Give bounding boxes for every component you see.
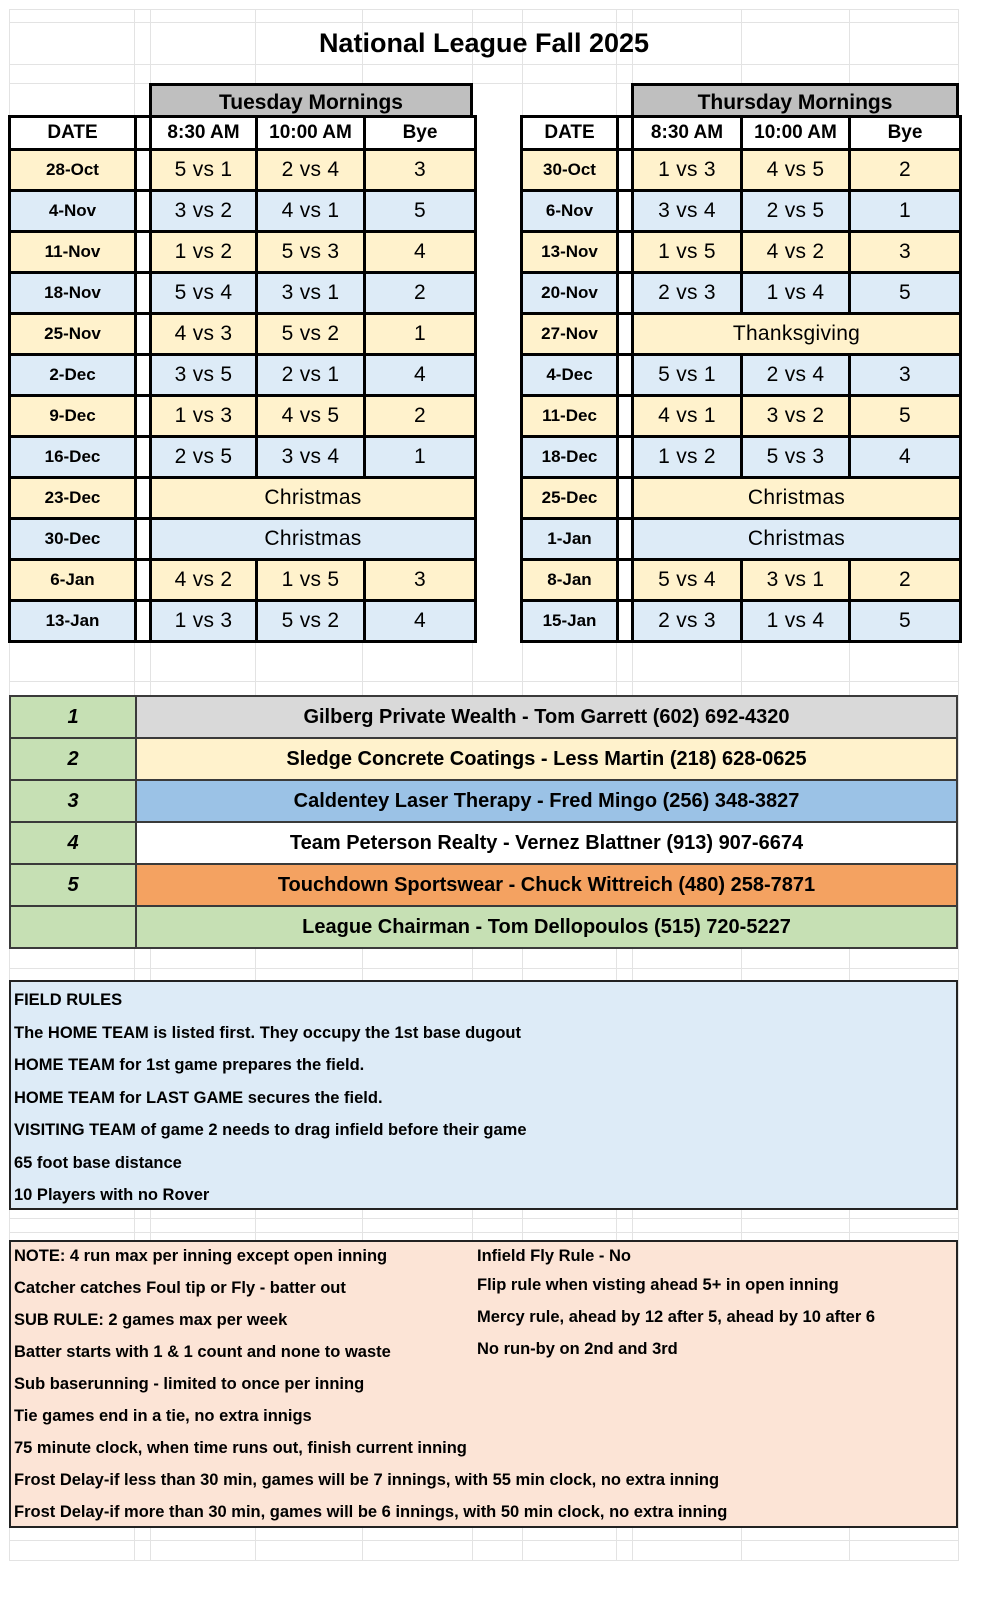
note-line: Frost Delay-if more than 30 min, games will be 6 innings, with 50 min clock, no extra inning: [14, 1503, 728, 1521]
first-game-matchup: 3 vs 2: [151, 191, 257, 232]
second-game-matchup: 2 vs 4: [257, 150, 365, 191]
bye-team: 3: [365, 560, 476, 601]
game-date: 4-Dec: [522, 355, 618, 396]
team-number: 2: [10, 738, 136, 780]
schedule-row: [10, 437, 476, 478]
gridline-horizontal: [9, 681, 959, 682]
team-number: 5: [10, 864, 136, 906]
spacer-cell: [136, 519, 151, 560]
teams-table: [9, 695, 958, 949]
second-game-matchup: 2 vs 4: [742, 355, 850, 396]
schedule-row: [522, 396, 961, 437]
spacer-cell: [136, 273, 151, 314]
tuesday-title-text: Tuesday Mornings: [219, 91, 403, 114]
first-game-matchup: 5 vs 1: [151, 150, 257, 191]
first-game-matchup: 4 vs 1: [633, 396, 742, 437]
gridline-horizontal: [9, 1560, 959, 1561]
bye-team: 3: [850, 232, 961, 273]
field-rules-box: [9, 980, 958, 1210]
bye-team: 4: [365, 355, 476, 396]
second-game-time-header: 10:00 AM: [742, 117, 850, 150]
gridline-horizontal: [9, 1218, 959, 1219]
first-game-matchup: 5 vs 4: [151, 273, 257, 314]
schedule-row: [522, 191, 961, 232]
first-game-matchup: 5 vs 1: [633, 355, 742, 396]
field-rule-line: The HOME TEAM is listed first. They occupy the 1st base dugout: [14, 1023, 521, 1042]
team-number: [10, 906, 136, 948]
bye-column-header: Bye: [365, 117, 476, 150]
second-game-matchup: 4 vs 1: [257, 191, 365, 232]
team-row: [10, 822, 957, 864]
game-date: 23-Dec: [10, 478, 136, 519]
schedule-row: [10, 314, 476, 355]
field-rule-line: HOME TEAM for LAST GAME secures the field.: [14, 1088, 383, 1107]
second-game-matchup: 4 vs 2: [742, 232, 850, 273]
spacer-cell: [136, 437, 151, 478]
first-game-matchup: 2 vs 3: [633, 601, 742, 642]
note-line: Frost Delay-if less than 30 min, games will be 7 innings, with 55 min clock, no extra inning: [14, 1471, 720, 1489]
second-game-matchup: 4 vs 5: [742, 150, 850, 191]
game-date: 15-Jan: [522, 601, 618, 642]
second-game-matchup: 5 vs 2: [257, 314, 365, 355]
note-line-right: Mercy rule, ahead by 12 after 5, ahead by 10 after 6: [477, 1308, 876, 1326]
schedule-row: [10, 519, 476, 560]
second-game-matchup: 3 vs 2: [742, 396, 850, 437]
note-line: Catcher catches Foul tip or Fly - batter out: [14, 1279, 346, 1297]
spacer-cell: [136, 560, 151, 601]
bye-team: 1: [365, 314, 476, 355]
holiday-cell: Thanksgiving: [633, 314, 961, 355]
thursday-schedule-table: [520, 115, 962, 643]
second-game-matchup: 1 vs 5: [257, 560, 365, 601]
second-game-matchup: 5 vs 3: [742, 437, 850, 478]
team-row: [10, 864, 957, 906]
date-column-header: DATE: [10, 117, 136, 150]
team-row: [10, 696, 957, 738]
tuesday-schedule-table: [8, 115, 477, 643]
spacer-cell: [618, 478, 633, 519]
game-date: 30-Oct: [522, 150, 618, 191]
spacer-cell: [136, 117, 151, 150]
note-line: Batter starts with 1 & 1 count and none to waste: [14, 1343, 391, 1361]
column-header-row: [10, 117, 476, 150]
gridline-horizontal: [9, 968, 959, 969]
game-date: 8-Jan: [522, 560, 618, 601]
note-line-right: Flip rule when visting ahead 5+ in open inning: [477, 1276, 839, 1294]
team-contact: Team Peterson Realty - Vernez Blattner (913) 907-6674: [136, 822, 957, 864]
first-game-matchup: 4 vs 3: [151, 314, 257, 355]
team-contact: Touchdown Sportswear - Chuck Wittreich (480) 258-7871: [136, 864, 957, 906]
schedule-row: [522, 232, 961, 273]
second-game-matchup: 3 vs 1: [257, 273, 365, 314]
second-game-matchup: 5 vs 3: [257, 232, 365, 273]
first-game-time-header: 8:30 AM: [151, 117, 257, 150]
gridline-horizontal: [9, 1540, 959, 1541]
team-row: [10, 738, 957, 780]
game-date: 6-Nov: [522, 191, 618, 232]
bye-team: 2: [850, 560, 961, 601]
team-number: 3: [10, 780, 136, 822]
game-date: 18-Nov: [10, 273, 136, 314]
team-number: 4: [10, 822, 136, 864]
second-game-matchup: 5 vs 2: [257, 601, 365, 642]
holiday-cell: Christmas: [151, 519, 476, 560]
schedule-row: [10, 355, 476, 396]
bye-team: 2: [850, 150, 961, 191]
game-date: 25-Nov: [10, 314, 136, 355]
schedule-row: [522, 437, 961, 478]
team-row: [10, 906, 957, 948]
schedule-row: [522, 314, 961, 355]
bye-team: 2: [365, 396, 476, 437]
holiday-cell: Christmas: [151, 478, 476, 519]
spacer-cell: [136, 355, 151, 396]
field-rule-line: 10 Players with no Rover: [14, 1186, 210, 1204]
spacer-cell: [618, 117, 633, 150]
bye-column-header: Bye: [850, 117, 961, 150]
note-line: SUB RULE: 2 games max per week: [14, 1311, 288, 1329]
schedule-row: [10, 601, 476, 642]
bye-team: 3: [365, 150, 476, 191]
note-line-right: Infield Fly Rule - No: [477, 1247, 632, 1265]
note-line: NOTE: 4 run max per inning except open inning: [14, 1247, 388, 1265]
first-game-matchup: 2 vs 3: [633, 273, 742, 314]
gridline-horizontal: [9, 64, 959, 65]
date-column-header: DATE: [522, 117, 618, 150]
note-line: Sub baserunning - limited to once per inning: [14, 1375, 365, 1393]
first-game-matchup: 1 vs 3: [151, 601, 257, 642]
first-game-matchup: 4 vs 2: [151, 560, 257, 601]
schedule-row: [10, 396, 476, 437]
schedule-row: [522, 150, 961, 191]
first-game-matchup: 3 vs 5: [151, 355, 257, 396]
game-date: 16-Dec: [10, 437, 136, 478]
bye-team: 3: [850, 355, 961, 396]
second-game-matchup: 3 vs 1: [742, 560, 850, 601]
spacer-cell: [136, 396, 151, 437]
spacer-cell: [618, 191, 633, 232]
note-line-right: No run-by on 2nd and 3rd: [477, 1340, 678, 1358]
schedule-row: [10, 273, 476, 314]
schedule-row: [522, 519, 961, 560]
spacer-cell: [136, 314, 151, 355]
game-date: 11-Dec: [522, 396, 618, 437]
bye-team: 4: [365, 601, 476, 642]
spacer-cell: [618, 437, 633, 478]
spacer-cell: [136, 478, 151, 519]
game-date: 9-Dec: [10, 396, 136, 437]
note-line: Tie games end in a tie, no extra innigs: [14, 1407, 312, 1425]
spacer-cell: [618, 601, 633, 642]
game-date: 20-Nov: [522, 273, 618, 314]
game-notes-box: [9, 1240, 958, 1528]
schedule-row: [522, 560, 961, 601]
schedule-row: [10, 560, 476, 601]
field-rules-heading: FIELD RULES: [14, 991, 123, 1009]
game-date: 13-Nov: [522, 232, 618, 273]
second-game-matchup: 1 vs 4: [742, 273, 850, 314]
bye-team: 5: [850, 273, 961, 314]
bye-team: 4: [850, 437, 961, 478]
spacer-cell: [618, 150, 633, 191]
schedule-row: [522, 273, 961, 314]
game-date: 2-Dec: [10, 355, 136, 396]
schedule-row: [10, 150, 476, 191]
gridline-horizontal: [9, 9, 959, 10]
game-date: 13-Jan: [10, 601, 136, 642]
spacer-cell: [618, 519, 633, 560]
game-date: 25-Dec: [522, 478, 618, 519]
spacer-cell: [618, 396, 633, 437]
schedule-row: [522, 355, 961, 396]
game-date: 27-Nov: [522, 314, 618, 355]
bye-team: 5: [850, 396, 961, 437]
bye-team: 1: [850, 191, 961, 232]
game-date: 11-Nov: [10, 232, 136, 273]
schedule-row: [10, 232, 476, 273]
game-date: 6-Jan: [10, 560, 136, 601]
bye-team: 5: [850, 601, 961, 642]
first-game-matchup: 1 vs 2: [633, 437, 742, 478]
second-game-matchup: 2 vs 5: [742, 191, 850, 232]
game-date: 30-Dec: [10, 519, 136, 560]
spacer-cell: [136, 601, 151, 642]
first-game-matchup: 1 vs 3: [151, 396, 257, 437]
gridline-horizontal: [9, 1232, 959, 1233]
game-date: 4-Nov: [10, 191, 136, 232]
spacer-cell: [618, 314, 633, 355]
first-game-matchup: 1 vs 5: [633, 232, 742, 273]
field-rule-line: VISITING TEAM of game 2 needs to drag infield before their game: [14, 1121, 527, 1139]
bye-team: 4: [365, 232, 476, 273]
team-contact: Gilberg Private Wealth - Tom Garrett (602) 692-4320: [136, 696, 957, 738]
game-date: 28-Oct: [10, 150, 136, 191]
thursday-title-text: Thursday Mornings: [697, 91, 893, 114]
second-game-matchup: 2 vs 1: [257, 355, 365, 396]
spacer-cell: [618, 355, 633, 396]
bye-team: 5: [365, 191, 476, 232]
spacer-cell: [618, 232, 633, 273]
tuesday-schedule-title: [149, 83, 473, 117]
second-game-time-header: 10:00 AM: [257, 117, 365, 150]
first-game-matchup: 5 vs 4: [633, 560, 742, 601]
page-title: National League Fall 2025: [318, 28, 650, 58]
schedule-row: [522, 478, 961, 519]
schedule-row: [522, 601, 961, 642]
second-game-matchup: 3 vs 4: [257, 437, 365, 478]
team-row: [10, 780, 957, 822]
game-date: 18-Dec: [522, 437, 618, 478]
team-contact: Sledge Concrete Coatings - Less Martin (218) 628-0625: [136, 738, 957, 780]
thursday-schedule-title: [631, 83, 959, 117]
first-game-matchup: 1 vs 2: [151, 232, 257, 273]
spacer-cell: [618, 560, 633, 601]
schedule-row: [10, 478, 476, 519]
holiday-cell: Christmas: [633, 478, 961, 519]
note-line: 75 minute clock, when time runs out, finish current inning: [14, 1439, 467, 1457]
bye-team: 2: [365, 273, 476, 314]
first-game-time-header: 8:30 AM: [633, 117, 742, 150]
field-rule-line: 65 foot base distance: [14, 1153, 182, 1172]
first-game-matchup: 2 vs 5: [151, 437, 257, 478]
schedule-row: [10, 191, 476, 232]
spacer-cell: [136, 150, 151, 191]
second-game-matchup: 1 vs 4: [742, 601, 850, 642]
first-game-matchup: 1 vs 3: [633, 150, 742, 191]
team-contact: Caldentey Laser Therapy - Fred Mingo (256) 348-3827: [136, 780, 957, 822]
spacer-cell: [618, 273, 633, 314]
spacer-cell: [136, 232, 151, 273]
team-contact: League Chairman - Tom Dellopoulos (515) 720-5227: [136, 906, 957, 948]
bye-team: 1: [365, 437, 476, 478]
spacer-cell: [136, 191, 151, 232]
holiday-cell: Christmas: [633, 519, 961, 560]
game-date: 1-Jan: [522, 519, 618, 560]
field-rule-line: HOME TEAM for 1st game prepares the field.: [14, 1056, 365, 1074]
column-header-row: [522, 117, 961, 150]
first-game-matchup: 3 vs 4: [633, 191, 742, 232]
second-game-matchup: 4 vs 5: [257, 396, 365, 437]
team-number: 1: [10, 696, 136, 738]
